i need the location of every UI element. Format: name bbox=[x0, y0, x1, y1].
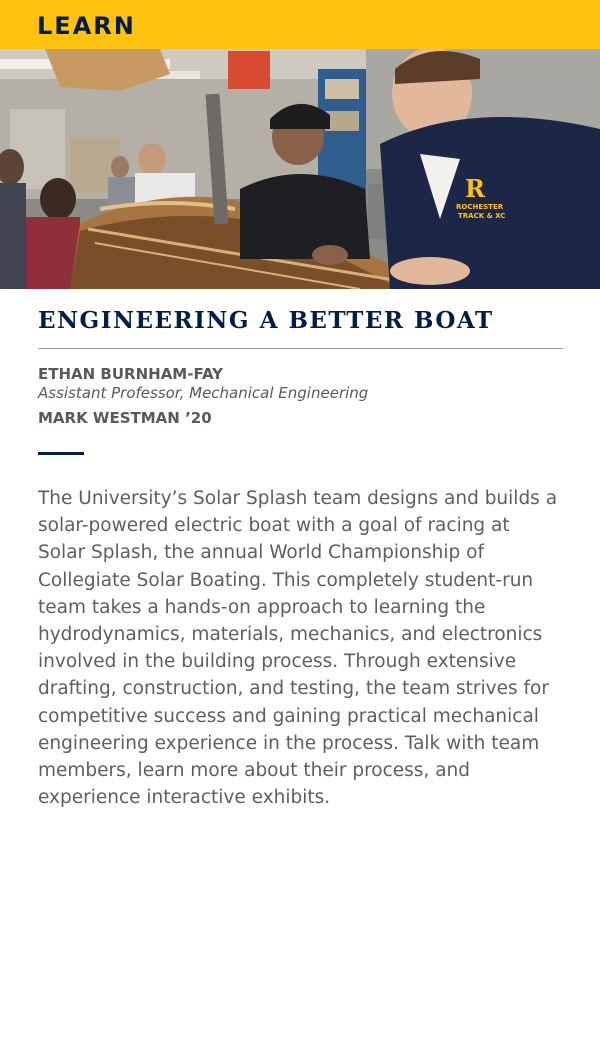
section-label: LEARN bbox=[37, 12, 136, 40]
header-bar bbox=[0, 0, 600, 49]
author-1-name: ETHAN BURNHAM-FAY bbox=[38, 365, 224, 383]
hero-image bbox=[0, 49, 600, 289]
author-1-title: Assistant Professor, Mechanical Engineering bbox=[38, 384, 369, 402]
article-title: ENGINEERING A BETTER BOAT bbox=[38, 307, 494, 334]
jacket-logo-text-2: TRACK & XC bbox=[458, 212, 506, 220]
author-2-name: MARK WESTMAN ’20 bbox=[38, 409, 212, 427]
jacket-logo-letter: R bbox=[465, 174, 485, 203]
accent-divider bbox=[38, 452, 84, 455]
jacket-logo-text-1: ROCHESTER bbox=[456, 203, 504, 211]
title-divider bbox=[38, 348, 563, 349]
article-body: The University’s Solar Splash team designs and builds a solar-powered electric boat with a goal of racing at Solar Splash, the annual World Championship of Collegiate Solar Boating. This completely student-run team takes a hands-on approach to learning the hydrodynamics, materials, mechanics, and electronics involved in the building process. Through extensive drafting, construction, and testing, the team strives for competitive success and gaining practical mechanical engineering experience in the process. Talk with team members, learn more about their process, and experience interactive exhibits. bbox=[38, 488, 558, 809]
